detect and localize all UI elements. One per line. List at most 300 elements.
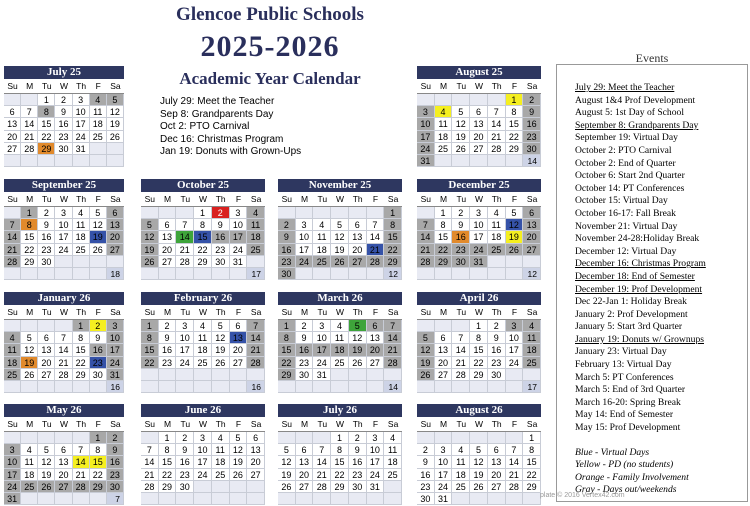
calendar-day: 21 <box>176 244 194 256</box>
calendar-day: 5 <box>38 444 55 456</box>
empty-day <box>296 268 314 280</box>
empty-day <box>55 268 72 280</box>
calendar-day: 22 <box>159 469 177 481</box>
weekday-label: M <box>440 419 448 429</box>
calendar-day: 28 <box>313 481 331 493</box>
legend-item: Orange - Family Involvement <box>575 471 689 483</box>
calendar-day: 13 <box>349 231 367 243</box>
weekday-label: F <box>511 194 518 204</box>
highlight-item: Dec 16: Christmas Program <box>160 133 284 145</box>
school-days-count: 17 <box>523 381 541 393</box>
empty-day <box>212 493 230 505</box>
empty-day <box>38 381 55 393</box>
calendar-day: 23 <box>107 469 124 481</box>
calendar-day: 20 <box>488 469 506 481</box>
weekday-label: F <box>372 194 379 204</box>
calendar-day: 21 <box>488 131 506 143</box>
calendar-day: 26 <box>278 481 296 493</box>
empty-day <box>313 268 331 280</box>
calendar-day: 6 <box>470 106 488 118</box>
calendar-day: 5 <box>417 332 435 344</box>
weekday-label: Sa <box>387 307 399 317</box>
empty-day <box>417 320 435 332</box>
calendar-day: 29 <box>470 369 488 381</box>
empty-day <box>55 432 72 444</box>
calendar-day: 11 <box>247 219 265 231</box>
weekday-label: Su <box>420 307 432 317</box>
calendar-day: 23 <box>38 244 55 256</box>
school-days-count: 14 <box>523 155 541 167</box>
weekday-header <box>4 192 124 207</box>
calendar-day: 25 <box>247 244 265 256</box>
calendar-day: 6 <box>4 106 21 118</box>
empty-day <box>194 369 212 381</box>
calendar-day: 3 <box>296 219 314 231</box>
weekday-label: Su <box>420 419 432 429</box>
event-item: March 5: End of 3rd Quarter <box>575 384 686 396</box>
highlight-item: Oct 2: PTO Carnival <box>160 121 250 133</box>
event-item: May 15: Prof Development <box>575 422 681 434</box>
weekday-label: Su <box>7 81 18 91</box>
month-calendar <box>4 292 124 393</box>
empty-day <box>230 493 248 505</box>
calendar-day: 16 <box>90 344 107 356</box>
calendar-day: 11 <box>4 344 21 356</box>
weekday-label: Su <box>144 307 156 317</box>
empty-day <box>21 381 38 393</box>
calendar-day: 12 <box>107 106 124 118</box>
calendar-day: 22 <box>523 469 541 481</box>
calendar-day: 24 <box>55 244 72 256</box>
calendar-day: 28 <box>417 256 435 268</box>
calendar-day: 20 <box>55 469 72 481</box>
empty-day <box>212 381 230 393</box>
event-item: December 12: Virtual Day <box>575 245 677 257</box>
calendar-day: 7 <box>4 219 21 231</box>
weekday-label: M <box>440 194 448 204</box>
calendar-day: 17 <box>107 344 124 356</box>
event-item: January 5: Start 3rd Quarter <box>575 321 683 333</box>
weekday-label: W <box>335 307 344 317</box>
calendar-day: 5 <box>506 207 524 219</box>
calendar-day: 6 <box>107 207 124 219</box>
empty-day <box>141 207 159 219</box>
day-grid <box>278 320 402 393</box>
empty-day <box>313 207 331 219</box>
calendar-day: 16 <box>417 469 435 481</box>
calendar-day: 30 <box>90 369 107 381</box>
calendar-day: 20 <box>247 456 265 468</box>
calendar-day: 25 <box>212 469 230 481</box>
weekday-label: F <box>95 307 101 317</box>
calendar-day: 28 <box>141 481 159 493</box>
empty-day <box>296 493 314 505</box>
calendar-day: 23 <box>176 469 194 481</box>
weekday-label: Tu <box>317 419 328 429</box>
month-calendar <box>4 66 124 167</box>
year-title: 2025-2026 <box>200 30 340 63</box>
weekday-label: Sa <box>110 307 121 317</box>
weekday-label: Th <box>76 81 87 91</box>
weekday-label: W <box>198 194 207 204</box>
empty-day <box>21 155 38 167</box>
calendar-day: 5 <box>349 320 367 332</box>
empty-day <box>194 268 212 280</box>
calendar-day: 10 <box>367 444 385 456</box>
weekday-label: Tu <box>42 194 52 204</box>
calendar-day: 29 <box>278 369 296 381</box>
calendar-day: 1 <box>21 207 38 219</box>
weekday-label: W <box>335 419 344 429</box>
weekday-header <box>417 417 541 432</box>
calendar-day: 28 <box>488 143 506 155</box>
month-title: December 25 <box>417 179 541 192</box>
calendar-day: 6 <box>349 219 367 231</box>
calendar-day: 25 <box>488 244 506 256</box>
empty-day <box>349 369 367 381</box>
month-calendar <box>4 404 124 505</box>
calendar-day: 14 <box>367 231 385 243</box>
weekday-label: Su <box>7 419 18 429</box>
weekday-label: F <box>511 81 518 91</box>
calendar-subtitle: Academic Year Calendar <box>179 69 361 88</box>
calendar-day: 31 <box>435 493 453 505</box>
empty-day <box>417 268 435 280</box>
weekday-label: Sa <box>250 419 262 429</box>
empty-day <box>506 256 524 268</box>
calendar-day: 14 <box>506 456 524 468</box>
calendar-day: 29 <box>21 256 38 268</box>
calendar-day: 8 <box>38 106 55 118</box>
calendar-day: 2 <box>523 94 541 106</box>
empty-day <box>141 432 159 444</box>
empty-day <box>523 256 541 268</box>
empty-day <box>21 432 38 444</box>
school-days-count: 16 <box>107 381 124 393</box>
calendar-day: 30 <box>176 481 194 493</box>
weekday-label: F <box>511 419 518 429</box>
calendar-day: 18 <box>212 456 230 468</box>
weekday-label: Tu <box>180 307 191 317</box>
calendar-day: 12 <box>230 444 248 456</box>
calendar-day: 15 <box>470 344 488 356</box>
month-title: July 26 <box>278 404 402 417</box>
calendar-day: 30 <box>38 256 55 268</box>
calendar-day: 7 <box>21 106 38 118</box>
calendar-day: 18 <box>247 231 265 243</box>
empty-day <box>4 268 21 280</box>
calendar-day: 22 <box>73 357 90 369</box>
calendar-day: 28 <box>384 357 402 369</box>
calendar-day: 2 <box>107 432 124 444</box>
weekday-label: Th <box>352 419 363 429</box>
empty-day <box>107 256 124 268</box>
calendar-day: 28 <box>21 143 38 155</box>
calendar-day: 15 <box>194 231 212 243</box>
calendar-day: 19 <box>349 344 367 356</box>
empty-day <box>159 493 177 505</box>
calendar-day: 14 <box>247 332 265 344</box>
weekday-label: M <box>164 419 172 429</box>
footer-credit: plate © 2016 Vertex42.com <box>540 492 625 499</box>
month-calendar <box>278 404 402 505</box>
calendar-day: 27 <box>38 369 55 381</box>
calendar-day: 10 <box>55 219 72 231</box>
calendar-day: 21 <box>313 469 331 481</box>
empty-day <box>90 493 107 505</box>
calendar-day: 22 <box>331 469 349 481</box>
weekday-label: F <box>235 419 242 429</box>
weekday-label: Sa <box>110 194 121 204</box>
weekday-label: M <box>164 307 172 317</box>
calendar-day: 6 <box>367 320 385 332</box>
event-item: January 19: Donuts w/ Grownups <box>575 333 704 345</box>
calendar-day: 10 <box>176 332 194 344</box>
legend-item: Gray - Days out/weekends <box>575 484 677 496</box>
empty-day <box>435 268 453 280</box>
calendar-day: 4 <box>384 432 402 444</box>
calendar-day: 13 <box>296 456 314 468</box>
empty-day <box>452 381 470 393</box>
calendar-day: 9 <box>278 231 296 243</box>
calendar-day: 10 <box>470 219 488 231</box>
event-item: August 1&4 Prof Development <box>575 94 696 106</box>
calendar-day: 24 <box>313 357 331 369</box>
weekday-label: Th <box>491 419 502 429</box>
calendar-day: 11 <box>452 456 470 468</box>
empty-day <box>349 207 367 219</box>
highlight-item: Sep 8: Grandparents Day <box>160 108 274 120</box>
empty-day <box>73 268 90 280</box>
empty-day <box>230 381 248 393</box>
empty-day <box>452 493 470 505</box>
calendar-day: 25 <box>90 131 107 143</box>
calendar-day: 8 <box>470 332 488 344</box>
weekday-header <box>278 417 402 432</box>
empty-day <box>141 493 159 505</box>
calendar-day: 6 <box>159 219 177 231</box>
empty-day <box>506 155 524 167</box>
event-item: March 16-20: Spring Break <box>575 396 681 408</box>
calendar-day: 26 <box>107 131 124 143</box>
calendar-day: 19 <box>278 469 296 481</box>
calendar-day: 20 <box>107 231 124 243</box>
day-grid <box>417 320 541 393</box>
calendar-day: 3 <box>506 320 524 332</box>
calendar-day: 15 <box>331 456 349 468</box>
weekday-label: Su <box>281 194 293 204</box>
calendar-day: 10 <box>107 332 124 344</box>
calendar-day: 1 <box>73 320 90 332</box>
empty-day <box>55 381 72 393</box>
empty-day <box>90 381 107 393</box>
event-item: May 14: End of Semester <box>575 409 674 421</box>
calendar-day: 22 <box>384 244 402 256</box>
calendar-day: 3 <box>367 432 385 444</box>
event-item: March 5: PT Conferences <box>575 371 674 383</box>
calendar-day: 24 <box>194 469 212 481</box>
calendar-day: 20 <box>230 344 248 356</box>
calendar-day: 27 <box>247 469 265 481</box>
empty-day <box>349 381 367 393</box>
calendar-day: 17 <box>296 244 314 256</box>
calendar-day: 30 <box>488 369 506 381</box>
calendar-day: 10 <box>506 332 524 344</box>
calendar-day: 20 <box>367 344 385 356</box>
empty-day <box>90 143 107 155</box>
calendar-day: 10 <box>194 444 212 456</box>
calendar-day: 9 <box>107 444 124 456</box>
empty-day <box>230 369 248 381</box>
calendar-day: 27 <box>349 256 367 268</box>
calendar-day: 2 <box>278 219 296 231</box>
calendar-day: 5 <box>452 106 470 118</box>
calendar-day: 1 <box>470 320 488 332</box>
weekday-label: W <box>474 81 483 91</box>
empty-day <box>4 155 21 167</box>
calendar-day: 22 <box>435 244 453 256</box>
calendar-day: 23 <box>452 244 470 256</box>
calendar-day: 21 <box>55 357 72 369</box>
empty-day <box>384 481 402 493</box>
weekday-label: M <box>440 307 448 317</box>
empty-day <box>331 268 349 280</box>
calendar-day: 2 <box>159 320 177 332</box>
day-grid <box>278 207 402 280</box>
empty-day <box>367 381 385 393</box>
calendar-day: 23 <box>488 357 506 369</box>
empty-day <box>230 481 248 493</box>
calendar-day: 26 <box>506 244 524 256</box>
calendar-day: 22 <box>470 357 488 369</box>
calendar-day: 29 <box>506 143 524 155</box>
calendar-day: 15 <box>523 456 541 468</box>
calendar-day: 29 <box>90 481 107 493</box>
calendar-day: 3 <box>470 207 488 219</box>
calendar-day: 18 <box>523 344 541 356</box>
empty-day <box>247 481 265 493</box>
calendar-day: 30 <box>55 143 72 155</box>
calendar-day: 3 <box>73 94 90 106</box>
calendar-day: 4 <box>194 320 212 332</box>
calendar-day: 16 <box>296 344 314 356</box>
calendar-day: 17 <box>367 456 385 468</box>
calendar-day: 30 <box>296 369 314 381</box>
weekday-label: Su <box>7 307 18 317</box>
calendar-day: 13 <box>55 456 72 468</box>
calendar-day: 19 <box>331 244 349 256</box>
calendar-day: 24 <box>230 244 248 256</box>
weekday-label: M <box>301 307 309 317</box>
calendar-day: 20 <box>4 131 21 143</box>
calendar-day: 23 <box>212 244 230 256</box>
empty-day <box>470 268 488 280</box>
empty-day <box>194 381 212 393</box>
calendar-day: 21 <box>21 131 38 143</box>
calendar-day: 31 <box>230 256 248 268</box>
school-days-count: 7 <box>107 493 124 505</box>
calendar-day: 26 <box>470 481 488 493</box>
events-list <box>575 82 706 497</box>
event-item: October 2: PTO Carnival <box>575 144 672 156</box>
weekday-label: Sa <box>526 81 538 91</box>
empty-day <box>435 381 453 393</box>
calendar-day: 13 <box>38 344 55 356</box>
calendar-day: 13 <box>107 219 124 231</box>
empty-day <box>488 268 506 280</box>
month-calendar <box>278 179 402 280</box>
empty-day <box>176 381 194 393</box>
calendar-day: 22 <box>21 244 38 256</box>
calendar-day: 21 <box>367 244 385 256</box>
calendar-day: 13 <box>523 219 541 231</box>
calendar-day: 21 <box>506 469 524 481</box>
calendar-day: 20 <box>38 357 55 369</box>
weekday-label: Tu <box>456 307 467 317</box>
empty-day <box>4 207 21 219</box>
calendar-day: 30 <box>349 481 367 493</box>
calendar-day: 14 <box>176 231 194 243</box>
calendar-day: 1 <box>384 207 402 219</box>
weekday-label: F <box>372 419 379 429</box>
calendar-day: 3 <box>313 320 331 332</box>
weekday-label: W <box>59 194 68 204</box>
weekday-label: Sa <box>110 81 121 91</box>
empty-day <box>4 432 21 444</box>
calendar-day: 19 <box>21 357 38 369</box>
calendar-day: 2 <box>296 320 314 332</box>
weekday-label: Th <box>491 81 502 91</box>
highlight-item: Jan 19: Donuts with Grown-Ups <box>160 146 302 158</box>
calendar-day: 26 <box>452 143 470 155</box>
weekday-label: Su <box>420 81 432 91</box>
weekday-label: M <box>26 81 34 91</box>
weekday-label: W <box>198 419 207 429</box>
month-calendar <box>417 404 541 505</box>
month-calendar <box>141 179 265 280</box>
calendar-day: 5 <box>470 444 488 456</box>
month-title: August 26 <box>417 404 541 417</box>
calendar-day: 31 <box>73 143 90 155</box>
calendar-day: 11 <box>331 332 349 344</box>
empty-day <box>90 256 107 268</box>
weekday-label: F <box>511 307 518 317</box>
calendar-day: 9 <box>55 106 72 118</box>
calendar-day: 31 <box>367 481 385 493</box>
empty-day <box>73 432 90 444</box>
calendar-day: 12 <box>452 118 470 130</box>
school-name: Glencoe Public Schools <box>176 4 364 25</box>
weekday-label: Su <box>144 419 156 429</box>
calendar-day: 27 <box>470 143 488 155</box>
calendar-day: 11 <box>73 219 90 231</box>
weekday-label: W <box>335 194 344 204</box>
empty-day <box>278 493 296 505</box>
calendar-day: 23 <box>90 357 107 369</box>
event-item: December 18: End of Semester <box>575 270 695 282</box>
day-grid <box>278 432 402 505</box>
calendar-day: 15 <box>21 231 38 243</box>
weekday-label: F <box>372 307 379 317</box>
event-item: November 24-28:Holiday Break <box>575 233 700 245</box>
school-days-count: 14 <box>384 381 402 393</box>
empty-day <box>435 155 453 167</box>
calendar-day: 18 <box>73 231 90 243</box>
empty-day <box>331 207 349 219</box>
calendar-day: 25 <box>435 143 453 155</box>
calendar-day: 26 <box>90 244 107 256</box>
empty-day <box>278 432 296 444</box>
